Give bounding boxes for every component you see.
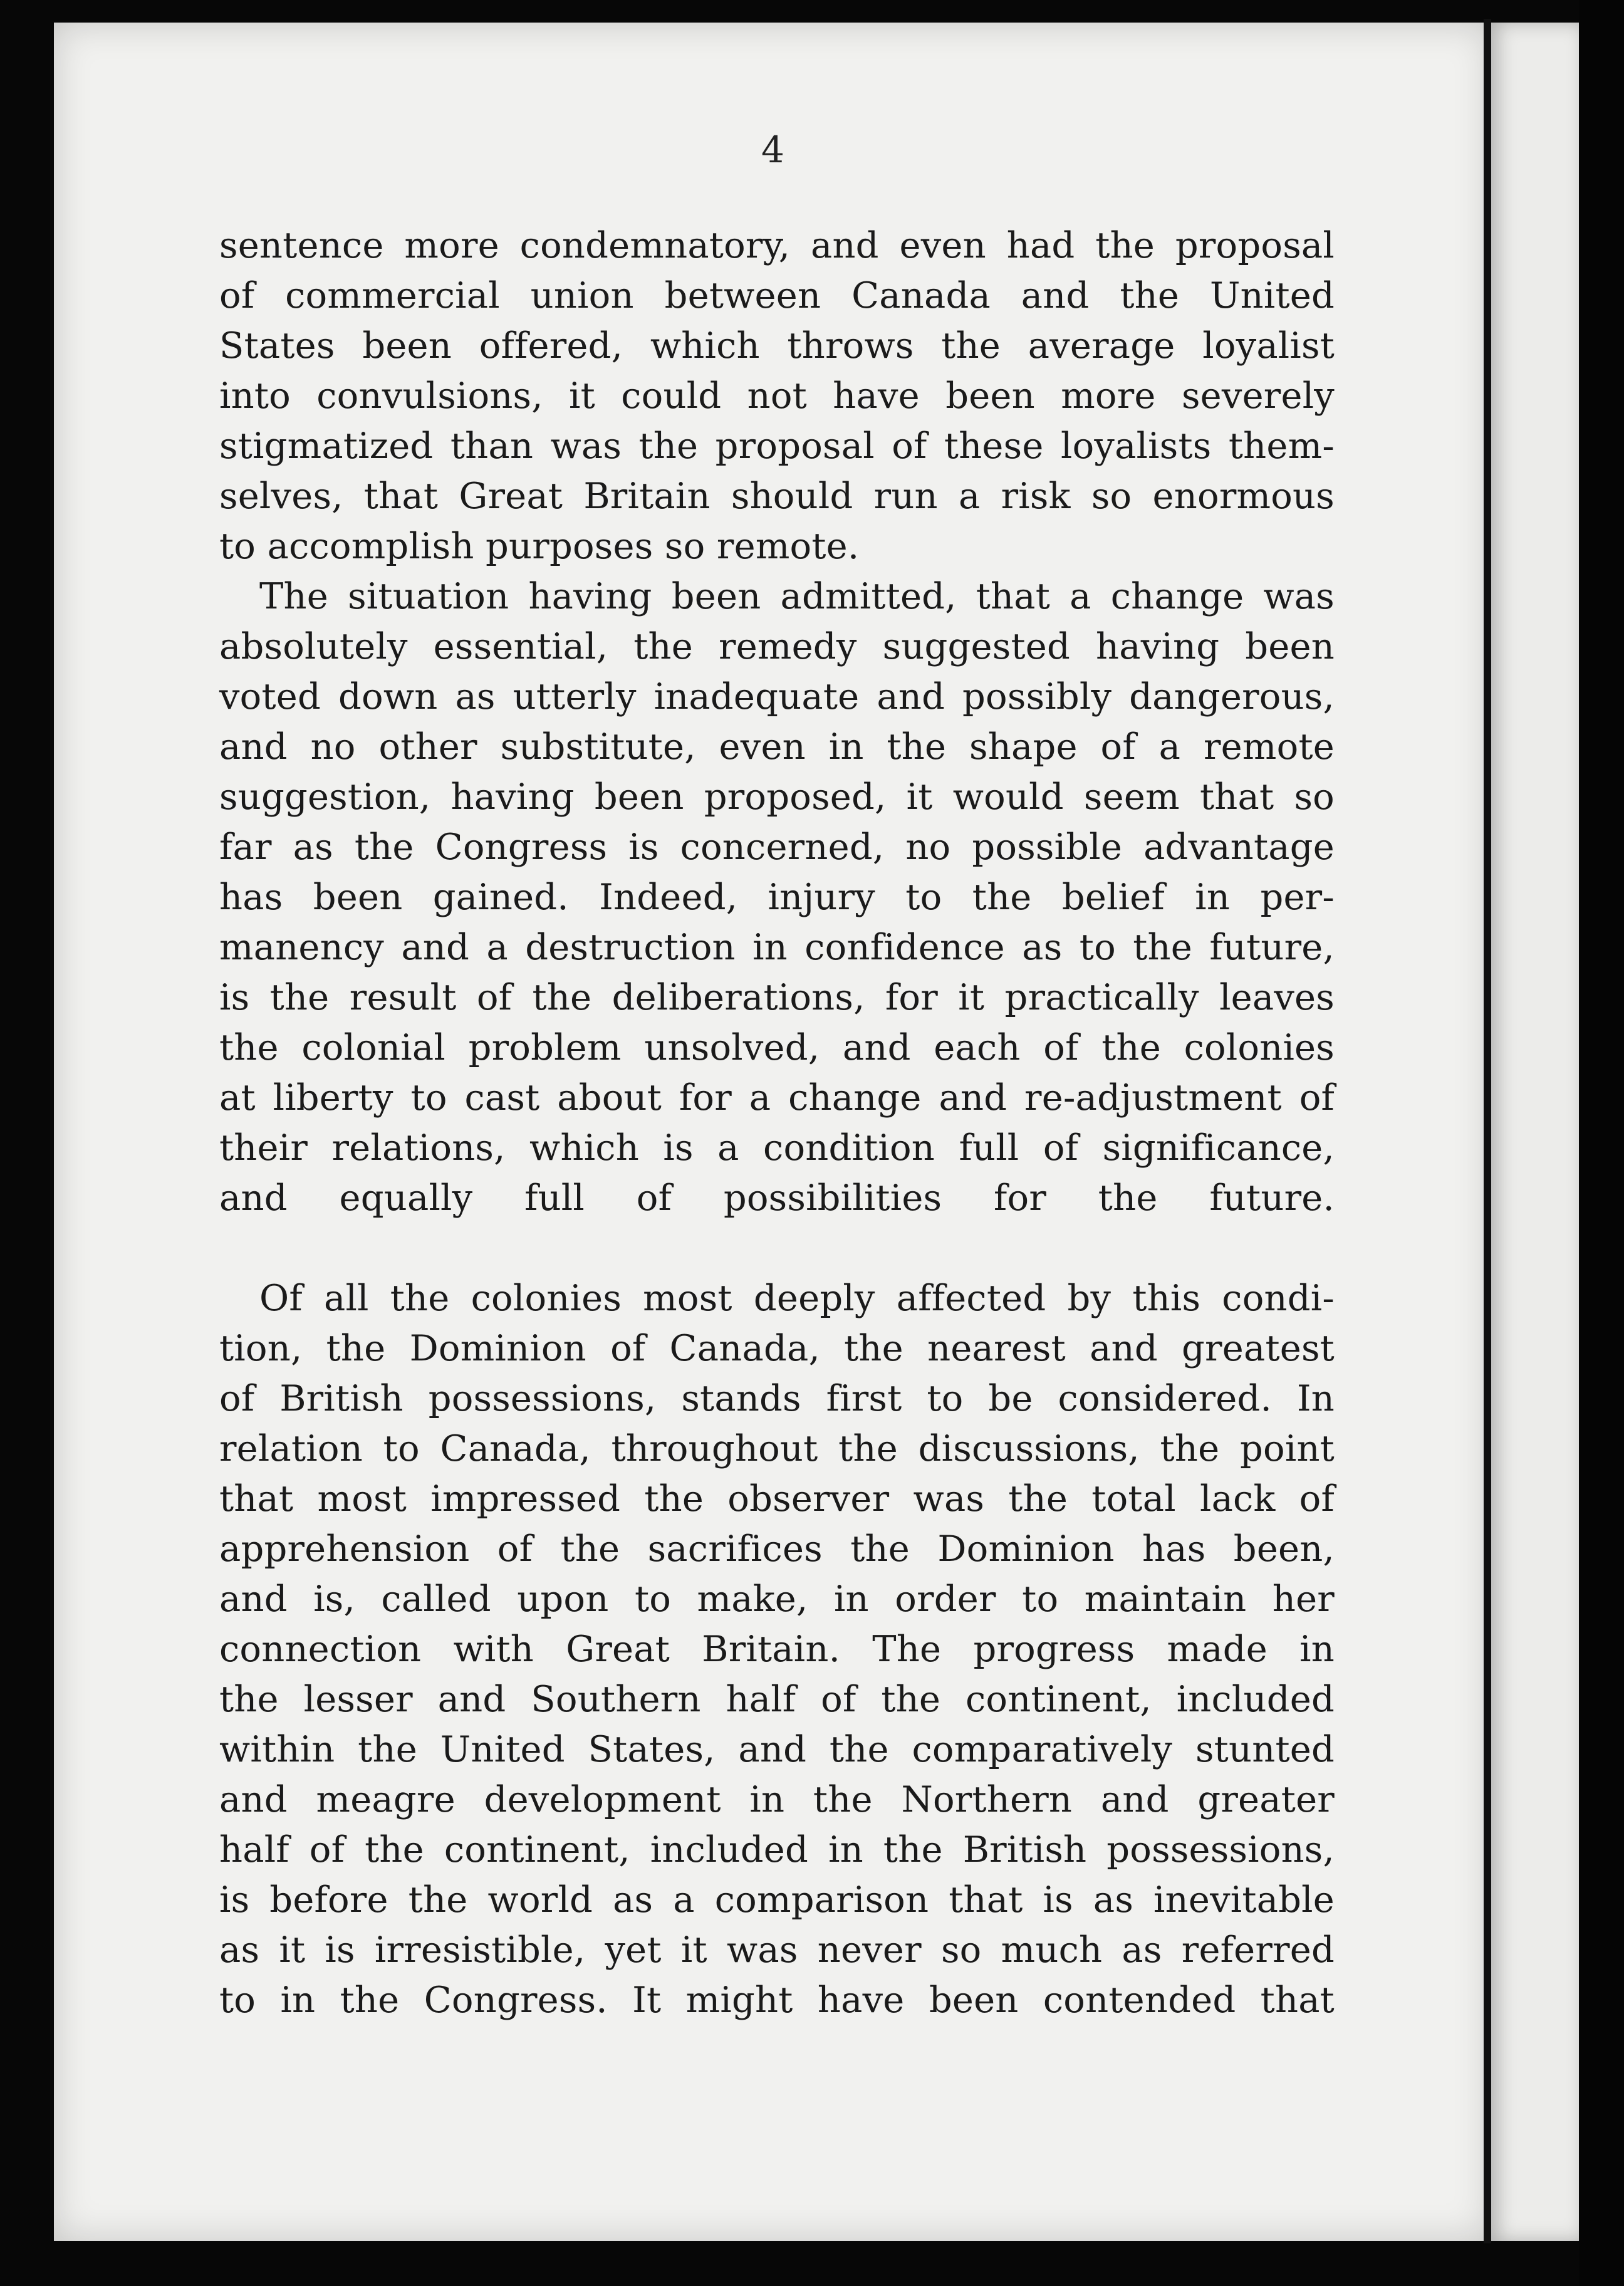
text-line: voted down as utterly inadequate and possibly dangerous, xyxy=(219,676,1335,718)
page-gutter xyxy=(1484,19,1491,2243)
text-line: has been gained. Indeed, injury to the belief in per- xyxy=(219,876,1335,918)
text-line: and meagre development in the Northern and greater xyxy=(219,1778,1335,1820)
text-line: of commercial union between Canada and the United xyxy=(219,274,1335,316)
text-line: and no other substitute, even in the shape of a remote xyxy=(219,726,1335,768)
text-line: of British possessions, stands first to be considered. In xyxy=(219,1377,1335,1419)
text-line: selves, that Great Britain should run a risk so enormous xyxy=(219,475,1335,517)
facing-page-edge xyxy=(1491,23,1579,2241)
text-line: suggestion, having been proposed, it would seem that so xyxy=(219,776,1335,818)
text-line: that most impressed the observer was the total lack of xyxy=(219,1478,1335,1520)
text-line: to accomplish purposes so remote. xyxy=(219,525,860,567)
body-text xyxy=(219,221,1335,2025)
text-line: is the result of the deliberations, for it practically leaves xyxy=(219,976,1335,1018)
paragraph-first-line: Of all the colonies most deeply affected by this condi- xyxy=(259,1277,1335,1319)
text-line: the lesser and Southern half of the continent, included xyxy=(219,1678,1335,1720)
text-line: half of the continent, included in the British possessions, xyxy=(219,1829,1335,1871)
text-line xyxy=(219,1223,1335,1273)
text-line: the colonial problem unsolved, and each of the colonies xyxy=(219,1026,1335,1068)
text-line: into convulsions, it could not have been more severely xyxy=(219,375,1335,417)
text-line: to in the Congress. It might have been contended that xyxy=(219,1979,1335,2021)
text-line: stigmatized than was the proposal of these loyalists them- xyxy=(219,425,1335,467)
text-line: their relations, which is a condition full of significance, xyxy=(219,1127,1335,1169)
paragraph-first-line: The situation having been admitted, that a change was xyxy=(259,575,1335,617)
text-line: absolutely essential, the remedy suggested having been xyxy=(219,625,1335,667)
text-line: and equally full of possibilities for the future. xyxy=(219,1177,1335,1219)
text-line: and is, called upon to make, in order to maintain her xyxy=(219,1578,1335,1620)
text-line: sentence more condemnatory, and even had the proposal xyxy=(219,224,1335,266)
scan-border xyxy=(1579,0,1624,2286)
text-line: as it is irresistible, yet it was never so much as referred xyxy=(219,1929,1335,1971)
text-line: at liberty to cast about for a change and re-adjustment of xyxy=(219,1077,1335,1119)
text-line: connection with Great Britain. The progress made in xyxy=(219,1628,1335,1670)
page-number: 4 xyxy=(761,128,784,171)
text-line: is before the world as a comparison that is as inevitable xyxy=(219,1879,1335,1921)
text-line: tion, the Dominion of Canada, the nearest and greatest xyxy=(219,1327,1335,1369)
text-line: manency and a destruction in confidence as to the future, xyxy=(219,926,1335,968)
text-line: within the United States, and the comparatively stunted xyxy=(219,1728,1335,1770)
text-line: relation to Canada, throughout the discussions, the point xyxy=(219,1427,1335,1469)
text-line: States been offered, which throws the average loyalist xyxy=(219,325,1335,367)
text-line: apprehension of the sacrifices the Dominion has been, xyxy=(219,1528,1335,1570)
text-line: far as the Congress is concerned, no possible advantage xyxy=(219,826,1335,868)
